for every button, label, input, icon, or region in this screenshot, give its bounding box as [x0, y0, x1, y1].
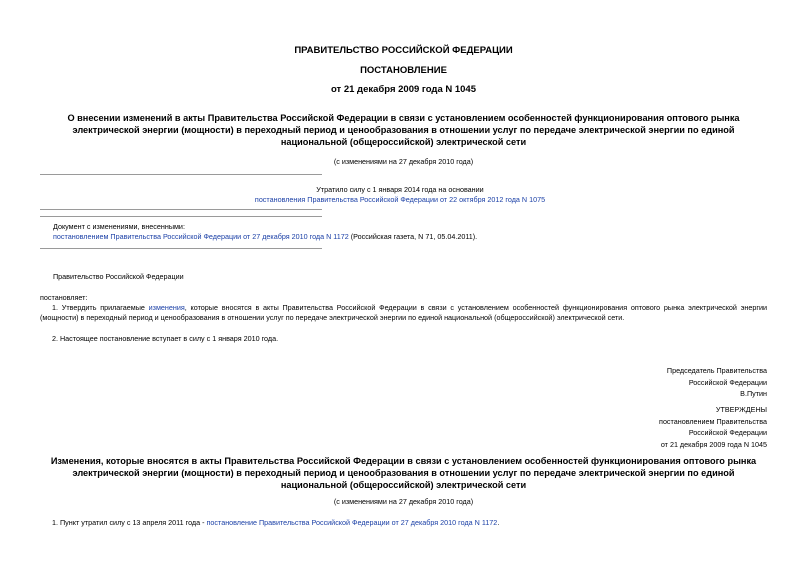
signature-line-3: В.Путин [740, 389, 767, 398]
document-title: О внесении изменений в акты Правительства Российской Федерации в связи с установлением особенностей функционирования оптового рынка электрической энергии (мощности) в переходный период и ценообразования в отношении услуг по передаче электрической энергии по единой национальной (общероссийской) электрической сети [67, 113, 740, 147]
changes-intro: Документ с изменениями, внесенными: [53, 222, 185, 231]
approval-line-1: УТВЕРЖДЕНЫ [715, 405, 767, 414]
divider [40, 248, 322, 249]
annex-title: Изменения, которые вносятся в акты Правительства Российской Федерации в связи с установлением особенностей функционирования оптового рынка электрической энергии (мощности) в переходный период и ценообразования в отношении услуг по передаче электрической энергии по единой национальной (общероссийской) электрической сети [50, 456, 757, 490]
divider [40, 216, 322, 217]
p1-start: 1. Утвердить прилагаемые [52, 303, 149, 312]
doc-type-heading: ПОСТАНОВЛЕНИЕ [360, 65, 447, 76]
signature-block [667, 365, 767, 400]
repeal-link[interactable]: постановления Правительства Российской Федерации от 22 октября 2012 года N 1075 [254, 195, 546, 204]
signature-line-1: Председатель Правительства [666, 366, 767, 375]
approval-line-2: постановлением Правительства [659, 416, 767, 426]
divider [40, 209, 322, 210]
changes-block [53, 222, 653, 242]
changes-link[interactable]: постановлением Правительства Российской Федерации от 27 декабря 2010 года N 1172 [53, 232, 349, 241]
approval-line-4: от 21 декабря 2009 года N 1045 [660, 439, 767, 449]
annex-p1-start: 1. Пункт утратил силу с 13 апреля 2011 года - [52, 518, 207, 527]
annex-amendment-note: (с изменениями на 27 декабря 2010 года) [333, 497, 474, 506]
annex-paragraph-1 [52, 518, 499, 528]
changes-annex-link[interactable]: изменения [148, 303, 185, 312]
approval-block [659, 404, 767, 450]
annex-p1-end: . [497, 518, 500, 527]
changes-source: (Российская газета, N 71, 05.04.2011). [348, 232, 478, 241]
decrees-text: постановляет: [40, 293, 88, 302]
changes-line [53, 232, 653, 242]
paragraph-2: 2. Настоящее постановление вступает в силу с 1 января 2010 года. [52, 334, 279, 343]
approval-line-3: Российской Федерации [688, 428, 767, 437]
signature-line-2: Российской Федерации [688, 377, 767, 387]
government-text: Правительство Российской Федерации [53, 272, 184, 281]
date-number-heading: от 21 декабря 2009 года N 1045 [330, 84, 476, 95]
divider [40, 174, 322, 175]
repeal-block [230, 185, 570, 205]
repeal-text: Утратило силу с 1 января 2014 года на основании [316, 185, 484, 194]
paragraph-1 [40, 303, 767, 323]
amendment-note: (с изменениями на 27 декабря 2010 года) [333, 157, 474, 166]
p1-rest: , которые вносятся в акты Правительства Российской Федерации в связи с установлением особенностей функционирования оптового рынка электрической энергии (мощности) в переходный период и ценообразования в отношении услуг по передаче электрической энергии по единой национальной (общероссийской) электрической сети. [40, 303, 767, 322]
authority-heading: ПРАВИТЕЛЬСТВО РОССИЙСКОЙ ФЕДЕРАЦИИ [294, 45, 513, 56]
annex-p1-link[interactable]: постановление Правительства Российской Федерации от 27 декабря 2010 года N 1172 [206, 518, 498, 527]
